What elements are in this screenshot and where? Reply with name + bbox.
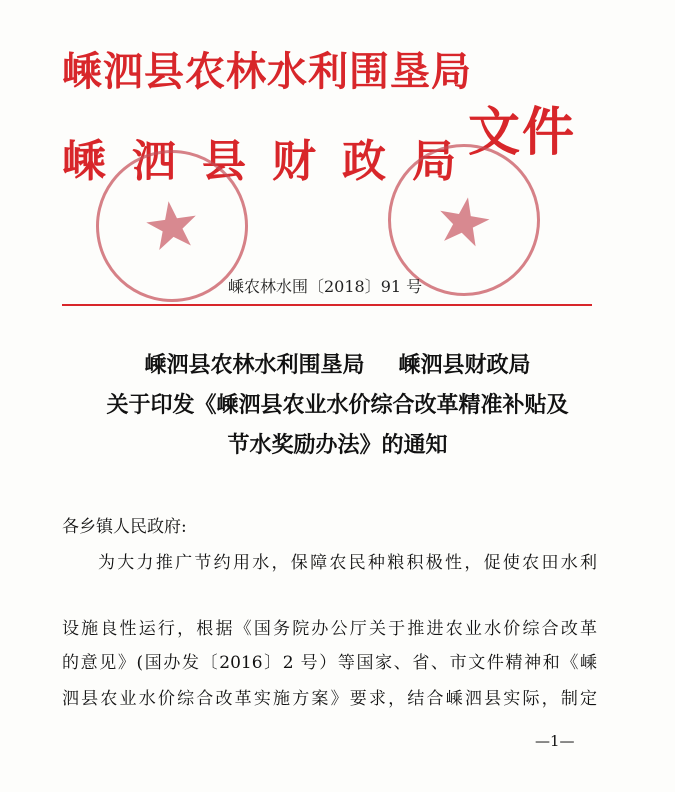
issuer-header-2: 嵊泗县财政局 [62, 136, 482, 187]
document-type-label: 文件 [468, 102, 577, 163]
body-line: 的意见》(国办发〔2016〕2 号）等国家、省、市文件精神和《嵊 [62, 653, 597, 673]
notice-title-line-2: 关于印发《嵊泗县农业水价综合改革精准补贴及 [106, 392, 569, 418]
notice-title-line-1 [60, 348, 615, 379]
body-line: 泗县农业水价综合改革实施方案》要求，结合嵊泗县实际，制定 [62, 689, 597, 709]
page-number: —1— [535, 732, 575, 750]
document-number: 嵊农林水围〔2018〕91 号 [228, 277, 423, 296]
notice-title-line-3: 节水奖励办法》的通知 [227, 432, 448, 458]
red-divider-line [62, 304, 592, 306]
title-issuer-2: 嵊泗县财政局 [398, 352, 531, 378]
body-line: 为大力推广节约用水，保障农民种粮积极性，促使农田水利 [98, 553, 597, 573]
issuer-header-1: 嵊泗县农林水利围垦局 [62, 48, 472, 95]
title-issuer-1: 嵊泗县农林水利围垦局 [144, 352, 365, 378]
salutation: 各乡镇人民政府: [62, 517, 187, 537]
body-line: 设施良性运行，根据《国务院办公厅关于推进农业水价综合改革 [62, 619, 597, 639]
